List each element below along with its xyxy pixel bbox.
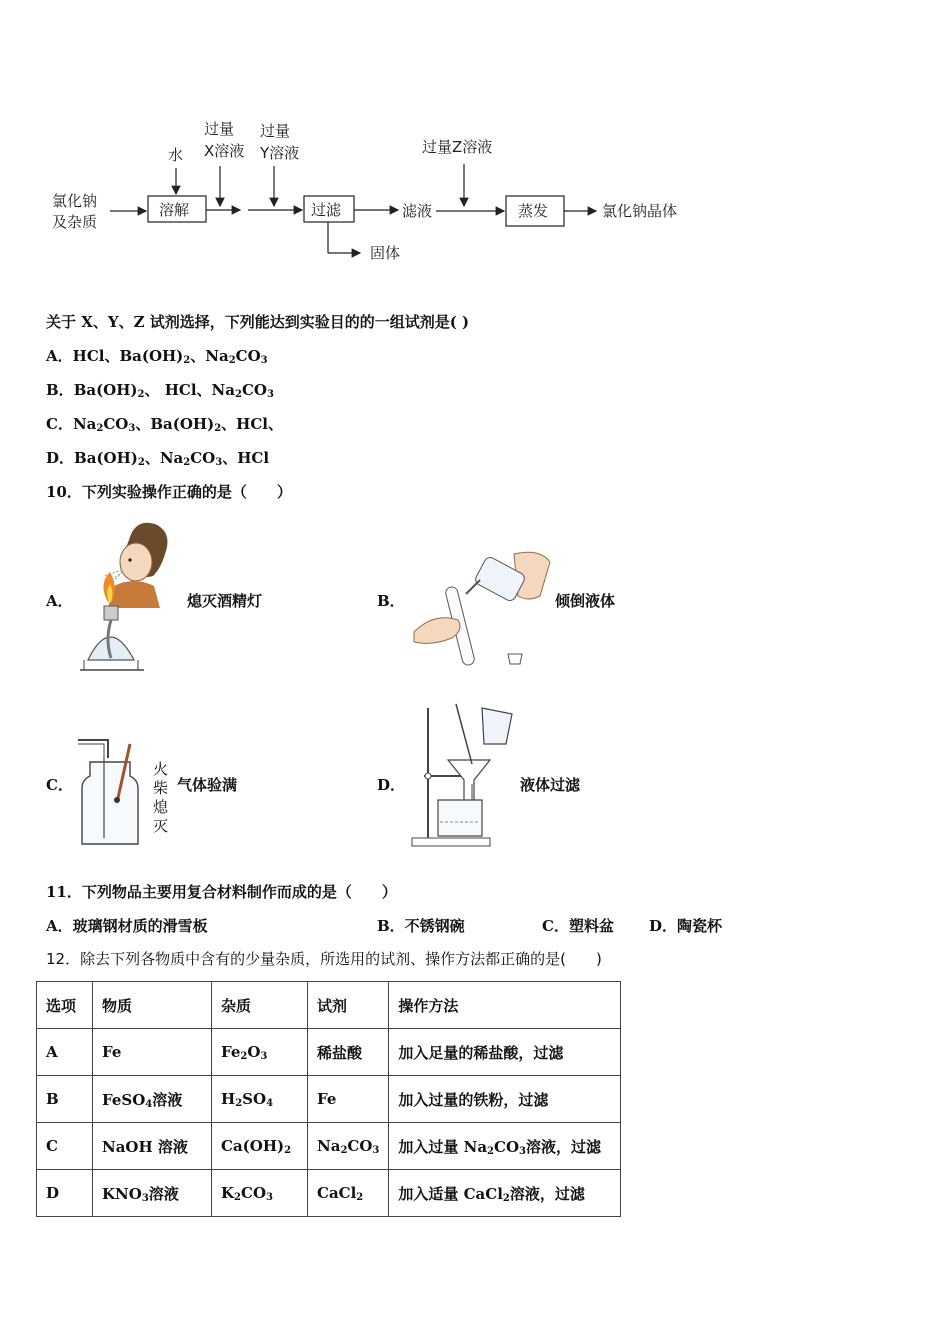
flow-x-line1: 过量 bbox=[204, 120, 235, 138]
header-option: 选项 bbox=[37, 982, 93, 1029]
flow-x-line2: X溶液 bbox=[204, 142, 245, 160]
table-cell: D bbox=[37, 1170, 93, 1217]
q10-a-letter: A． bbox=[46, 592, 73, 610]
header-reagent: 试剂 bbox=[308, 982, 389, 1029]
table-cell: Fe bbox=[308, 1076, 389, 1123]
q9-option-d: D．$Ba(OH)_2$、$Na_2CO_3$、HCl bbox=[46, 449, 270, 468]
flow-solid: 固体 bbox=[370, 244, 401, 262]
table-cell: $Na_2CO_3$ bbox=[308, 1123, 389, 1170]
table-cell: B bbox=[37, 1076, 93, 1123]
q10-d-caption: 液体过滤 bbox=[520, 776, 581, 794]
table-cell: $Ca(OH)_2$ bbox=[212, 1123, 308, 1170]
flow-product: 氯化钠晶体 bbox=[602, 202, 678, 220]
q10-c-letter: C． bbox=[46, 776, 73, 794]
q11-option-c: C．塑料盆 bbox=[542, 917, 614, 935]
flow-water-label: 水 bbox=[168, 146, 184, 164]
q10-b-letter: B． bbox=[377, 592, 405, 610]
q9-stem: 关于 X、Y、Z 试剂选择，下列能达到实验目的的一组试剂是( ) bbox=[46, 313, 470, 331]
table-cell: NaOH 溶液 bbox=[93, 1123, 212, 1170]
q9-option-b: B．$Ba(OH)_2$、 HCl、$Na_2CO_3$ bbox=[46, 381, 274, 400]
flow-start-line1: 氯化钠 bbox=[52, 192, 98, 210]
flow-filtrate: 滤液 bbox=[402, 202, 433, 220]
q10-c-caption: 气体验满 bbox=[177, 776, 238, 794]
flow-y-line2: Y溶液 bbox=[260, 144, 300, 162]
alcohol-lamp-blowing-illustration bbox=[74, 510, 184, 675]
flow-start-line2: 及杂质 bbox=[52, 213, 98, 231]
table-row bbox=[37, 1029, 621, 1076]
q11-option-a: A．玻璃钢材质的滑雪板 bbox=[46, 917, 208, 935]
filtration-apparatus-illustration bbox=[410, 702, 520, 850]
table-cell: $KNO_3$溶液 bbox=[93, 1170, 212, 1217]
table-cell: 加入足量的稀盐酸，过滤 bbox=[389, 1029, 621, 1076]
q11-option-d: D．陶瓷杯 bbox=[649, 917, 723, 935]
table-cell: 加入过量 $Na_2CO_3$溶液，过滤 bbox=[389, 1123, 621, 1170]
table-cell: FeSO$_4$溶液 bbox=[93, 1076, 212, 1123]
table-cell: A bbox=[37, 1029, 93, 1076]
table-header-row bbox=[37, 982, 621, 1029]
table-cell: 加入过量的铁粉，过滤 bbox=[389, 1076, 621, 1123]
gas-collection-bottle-illustration bbox=[74, 734, 144, 849]
table-cell: 稀盐酸 bbox=[308, 1029, 389, 1076]
flow-step-filter: 过滤 bbox=[311, 201, 342, 219]
q11-stem: 11．下列物品主要用复合材料制作而成的是（ ） bbox=[46, 883, 397, 901]
table-cell: $Fe_2O_3$ bbox=[212, 1029, 308, 1076]
header-impurity: 杂质 bbox=[212, 982, 308, 1029]
table-cell: 加入适量 CaCl$_2$溶液，过滤 bbox=[389, 1170, 621, 1217]
q10-d-letter: D． bbox=[377, 776, 406, 794]
table-cell: $H_2SO_4$ bbox=[212, 1076, 308, 1123]
table-row bbox=[37, 1170, 621, 1217]
q11-option-b: B．不锈钢碗 bbox=[377, 917, 465, 935]
flow-step-dissolve: 溶解 bbox=[159, 201, 190, 219]
flow-step-evaporate: 蒸发 bbox=[518, 202, 549, 220]
header-substance: 物质 bbox=[93, 982, 212, 1029]
table-cell: Fe bbox=[93, 1029, 212, 1076]
table-cell: CaCl$_2$ bbox=[308, 1170, 389, 1217]
q10-b-caption: 倾倒液体 bbox=[555, 592, 616, 610]
table-row bbox=[37, 1076, 621, 1123]
q10-stem: 10．下列实验操作正确的是（ ） bbox=[46, 483, 292, 501]
flow-z-reagent: 过量Z溶液 bbox=[422, 138, 493, 156]
q9-option-a: A．HCl、$Ba(OH)_2$、$Na_2CO_3$ bbox=[46, 347, 268, 366]
pouring-liquid-illustration bbox=[404, 542, 554, 672]
impurity-removal-table bbox=[36, 981, 621, 1217]
q10-a-caption: 熄灭酒精灯 bbox=[187, 592, 263, 610]
q9-option-c: C．$Na_2CO_3$、$Ba(OH)_2$、HCl、 bbox=[46, 415, 283, 434]
table-cell: $K_2CO_3$ bbox=[212, 1170, 308, 1217]
header-method: 操作方法 bbox=[389, 982, 621, 1029]
table-cell: C bbox=[37, 1123, 93, 1170]
process-flowchart bbox=[40, 110, 740, 280]
match-extinguished-label: 火 柴 熄 灭 bbox=[153, 760, 169, 835]
table-row bbox=[37, 1123, 621, 1170]
flow-y-line1: 过量 bbox=[260, 122, 291, 140]
q12-stem: 12．除去下列各物质中含有的少量杂质，所选用的试剂、操作方法都正确的是( ) bbox=[46, 950, 602, 968]
